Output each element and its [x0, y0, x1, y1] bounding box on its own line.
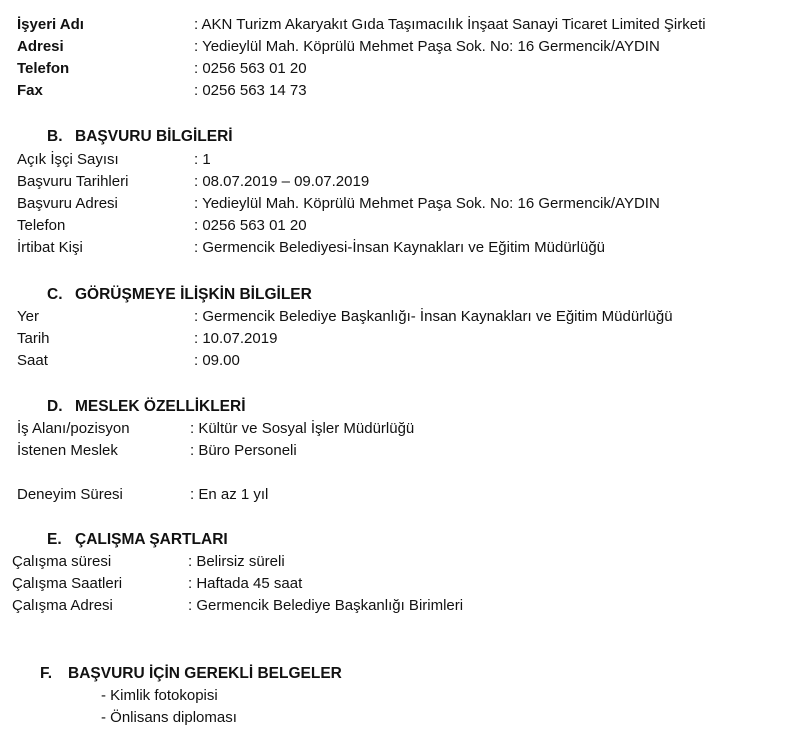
interview-place-value: : Germencik Belediye Başkanlığı- İnsan Kaynakları ve Eğitim Müdürlüğü [194, 308, 673, 325]
interview-time-label: Saat [17, 352, 48, 369]
work-duration-label: Çalışma süresi [12, 553, 112, 570]
employer-name-value: : AKN Turizm Akaryakıt Gıda Taşımacılık İnşaat Sanayi Ticaret Limited Şirketi [194, 16, 706, 33]
work-hours-value: : Haftada 45 saat [188, 575, 303, 592]
open-positions-value: : 1 [194, 151, 211, 168]
section-f-letter: F. [40, 665, 53, 682]
application-phone-value: : 0256 563 01 20 [194, 217, 307, 234]
requested-profession-label: İstenen Meslek [17, 442, 118, 459]
work-duration-value: : Belirsiz süreli [188, 553, 285, 570]
application-address-label: Başvuru Adresi [17, 195, 118, 212]
employer-name-label: İşyeri Adı [17, 16, 84, 33]
section-e-heading [47, 529, 228, 551]
interview-date-value: : 10.07.2019 [194, 330, 278, 347]
employer-address-label: Adresi [17, 38, 64, 55]
experience-label: Deneyim Süresi [17, 486, 123, 503]
section-f-heading [40, 663, 342, 685]
employer-fax-value: : 0256 563 14 73 [194, 82, 307, 99]
requested-profession-value: : Büro Personeli [190, 442, 297, 459]
required-document-item: - Kimlik fotokopisi [101, 687, 218, 704]
interview-date-label: Tarih [17, 330, 50, 347]
employer-phone-value: : 0256 563 01 20 [194, 60, 307, 77]
section-e-title: ÇALIŞMA ŞARTLARI [75, 531, 228, 548]
application-dates-label: Başvuru Tarihleri [17, 173, 129, 190]
work-address-label: Çalışma Adresi [12, 597, 113, 614]
interview-time-value: : 09.00 [194, 352, 240, 369]
section-b-heading [47, 126, 233, 148]
section-d-title: MESLEK ÖZELLİKLERİ [75, 398, 246, 415]
employer-phone-label: Telefon [17, 60, 70, 77]
application-dates-value: : 08.07.2019 – 09.07.2019 [194, 173, 370, 190]
section-b-title: BAŞVURU BİLGİLERİ [75, 128, 233, 145]
section-c-letter: C. [47, 286, 63, 303]
section-b-letter: B. [47, 128, 63, 145]
application-phone-label: Telefon [17, 217, 66, 234]
section-c-title: GÖRÜŞMEYE İLİŞKİN BİLGİLER [75, 286, 312, 303]
section-d-heading [47, 396, 246, 418]
section-e-letter: E. [47, 531, 62, 548]
open-positions-label: Açık İşçi Sayısı [17, 151, 119, 168]
application-address-value: : Yedieylül Mah. Köprülü Mehmet Paşa Sok. No: 16 Germencik/AYDIN [194, 195, 660, 212]
work-hours-label: Çalışma Saatleri [12, 575, 123, 592]
section-d-letter: D. [47, 398, 63, 415]
job-area-label: İş Alanı/pozisyon [17, 420, 130, 437]
contact-person-label: İrtibat Kişi [17, 239, 83, 256]
experience-value: : En az 1 yıl [190, 486, 269, 503]
employer-fax-label: Fax [17, 82, 43, 99]
section-c-heading [47, 284, 312, 306]
job-area-value: : Kültür ve Sosyal İşler Müdürlüğü [190, 420, 415, 437]
section-f-title: BAŞVURU İÇİN GEREKLİ BELGELER [68, 665, 342, 682]
contact-person-value: : Germencik Belediyesi-İnsan Kaynakları ve Eğitim Müdürlüğü [194, 239, 606, 256]
work-address-value: : Germencik Belediye Başkanlığı Birimleri [188, 597, 464, 614]
interview-place-label: Yer [17, 308, 39, 325]
employer-address-value: : Yedieylül Mah. Köprülü Mehmet Paşa Sok. No: 16 Germencik/AYDIN [194, 38, 660, 55]
required-document-item: - Önlisans diploması [101, 709, 237, 726]
